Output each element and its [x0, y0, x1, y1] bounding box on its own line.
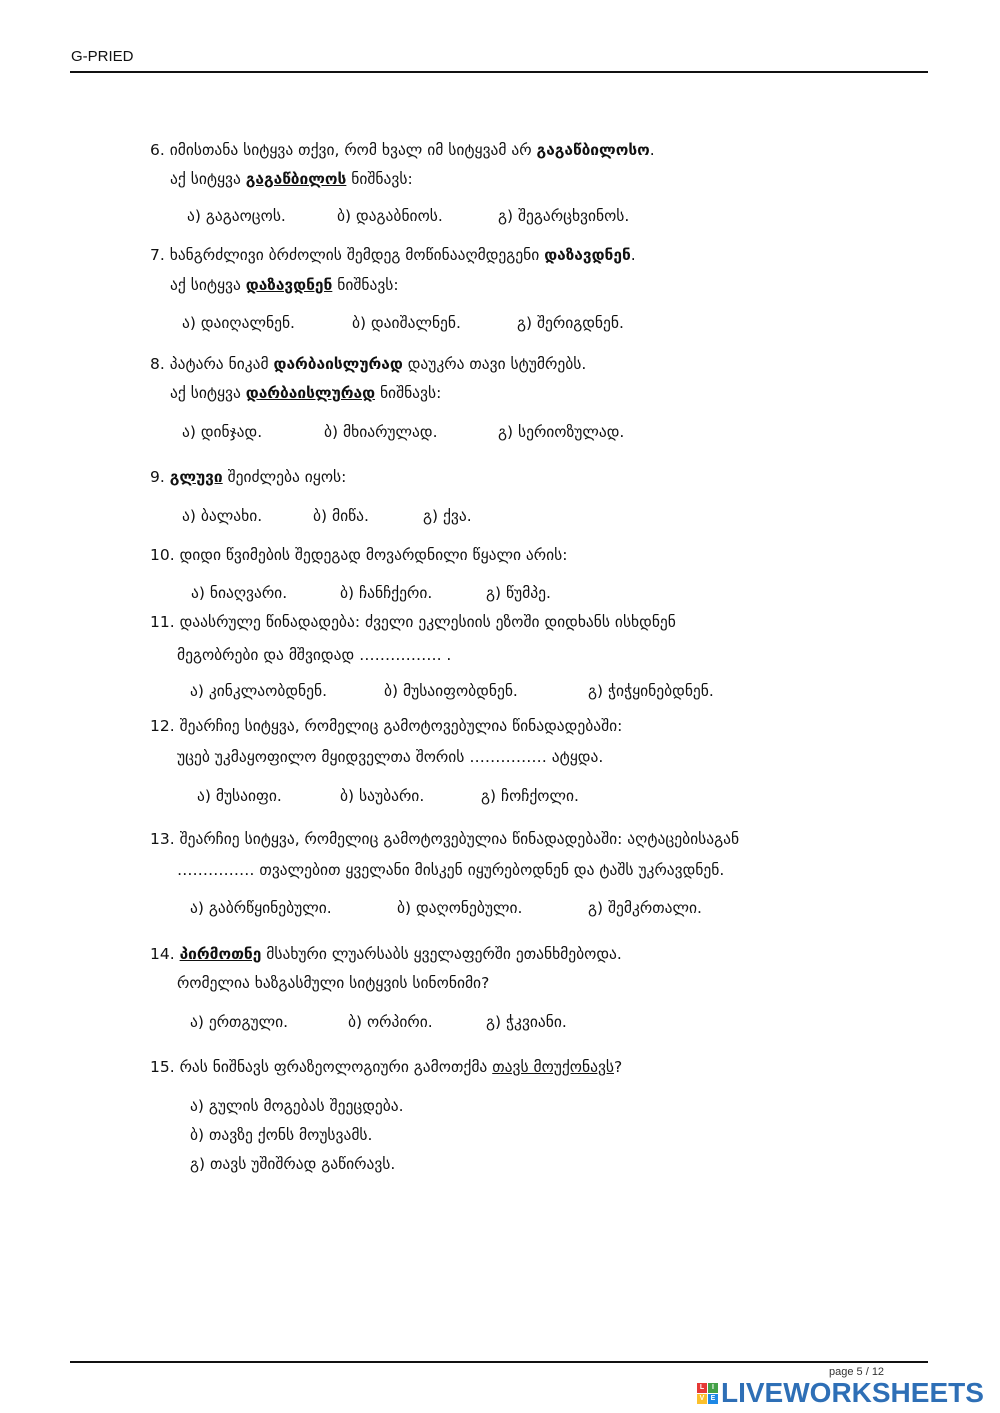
q8-prompt-keyword: დარბაისლურად [245, 384, 376, 402]
question-6-text [150, 141, 655, 159]
q6-prompt-a: აქ სიტყვა [170, 170, 246, 188]
q9-text-a: 9. [150, 468, 170, 486]
q7-prompt-c: ნიშნავს: [332, 276, 399, 294]
q8-text-c: დაუკრა თავი სტუმრებს. [402, 355, 587, 373]
q8-option-b[interactable]: ბ) მხიარულად. [324, 423, 438, 441]
question-13-text: 13. შეარჩიე სიტყვა, რომელიც გამოტოვებულია წინადადებაში: აღტაცებისაგან [150, 830, 740, 848]
q14-text-a: 14. [150, 945, 180, 963]
question-6-prompt [170, 170, 413, 188]
q8-keyword: დარბაისლურად [273, 355, 403, 373]
q11-option-c[interactable]: გ) ჭიჭყინებდნენ. [588, 682, 714, 700]
q6-text-a: 6. იმისთანა სიტყვა თქვი, რომ ხვალ იმ სიტყვამ არ [150, 141, 537, 159]
logo-tile: I [708, 1383, 718, 1393]
question-7-prompt [170, 276, 399, 294]
q12-option-b[interactable]: ბ) საუბარი. [340, 787, 425, 805]
question-12-text: 12. შეარჩიე სიტყვა, რომელიც გამოტოვებულია წინადადებაში: [150, 717, 623, 735]
header-rule [70, 71, 928, 73]
page-number: page 5 / 12 [829, 1366, 885, 1378]
q8-prompt-c: ნიშნავს: [375, 384, 442, 402]
q15-option-b[interactable]: ბ) თავზე ქონს მოუსვამს. [190, 1126, 373, 1144]
q7-prompt-keyword: დაზავდნენ [245, 276, 333, 294]
question-14-text [150, 945, 622, 963]
q7-option-a[interactable]: ა) დაიღალნენ. [182, 314, 295, 332]
q6-option-a[interactable]: ა) გაგაოცოს. [187, 207, 286, 225]
q11-option-a[interactable]: ა) კინკლაობდნენ. [190, 682, 328, 700]
q15-text-a: 15. რას ნიშნავს ფრაზეოლოგიური გამოთქმა [150, 1058, 493, 1076]
q15-option-a[interactable]: ა) გულის მოგებას შეეცდება. [190, 1097, 404, 1115]
logo-wordmark: LIVEWORKSHEETS [721, 1377, 984, 1408]
question-12-blank-line: უცებ უკმაყოფილო მყიდველთა შორის …………… ატყდა. [177, 748, 604, 766]
q9-keyword: გლუვი [169, 468, 223, 486]
q6-option-b[interactable]: ბ) დაგაბნიოს. [337, 207, 443, 225]
logo-tile: E [708, 1394, 718, 1404]
q8-prompt-a: აქ სიტყვა [170, 384, 246, 402]
q9-option-a[interactable]: ა) ბალახი. [182, 507, 263, 525]
logo-tile: V [697, 1394, 707, 1404]
q8-text-a: 8. პატარა ნიკამ [150, 355, 274, 373]
q13-option-a[interactable]: ა) გაბრწყინებული. [190, 899, 332, 917]
q7-text-a: 7. ხანგრძლივი ბრძოლის შემდეგ მოწინააღმდეგენი [150, 246, 545, 264]
question-11-blank-line: მეგობრები და მშვიდად ……………. . [177, 646, 452, 664]
q14-option-b[interactable]: ბ) ორპირი. [348, 1013, 433, 1031]
q14-option-a[interactable]: ა) ერთგული. [190, 1013, 289, 1031]
q8-option-c[interactable]: გ) სერიოზულად. [498, 423, 625, 441]
question-14-prompt: რომელია ხაზგასმული სიტყვის სინონიმი? [177, 974, 490, 992]
question-15-text [150, 1058, 622, 1076]
q7-option-c[interactable]: გ) შერიგდნენ. [517, 314, 624, 332]
q6-option-c[interactable]: გ) შეგარცხვინოს. [498, 207, 630, 225]
q6-prompt-c: ნიშნავს: [346, 170, 413, 188]
document-header: G-PRIED [71, 48, 134, 65]
q11-option-b[interactable]: ბ) მუსაიფობდნენ. [384, 682, 518, 700]
question-10-text: 10. დიდი წვიმების შედეგად მოვარდნილი წყალი არის: [150, 546, 568, 564]
q6-text-c: . [649, 141, 655, 159]
logo-tile: L [697, 1383, 707, 1393]
q7-option-b[interactable]: ბ) დაიშალნენ. [352, 314, 461, 332]
question-11-text: 11. დაასრულე წინადადება: ძველი ეკლესიის ეზოში დიდხანს ისხდნენ [150, 613, 676, 631]
q6-keyword: გაგაწბილოსო [536, 141, 650, 159]
q8-option-a[interactable]: ა) დინჯად. [182, 423, 263, 441]
q13-option-c[interactable]: გ) შემკრთალი. [588, 899, 702, 917]
q13-option-b[interactable]: ბ) დაღონებული. [397, 899, 523, 917]
logo-tiles-icon [697, 1383, 718, 1404]
q10-option-a[interactable]: ა) ნიაღვარი. [191, 584, 288, 602]
question-9-text [150, 468, 346, 486]
q7-prompt-a: აქ სიტყვა [170, 276, 246, 294]
q15-option-c[interactable]: გ) თავს უშიშრად გაწირავს. [190, 1155, 396, 1173]
question-7-text [150, 246, 636, 264]
q10-option-b[interactable]: ბ) ჩანჩქერი. [340, 584, 433, 602]
q9-option-c[interactable]: გ) ქვა. [423, 507, 472, 525]
q9-option-b[interactable]: ბ) მიწა. [313, 507, 369, 525]
question-13-blank-line: …………… თვალებით ყველანი მისკენ იყურებოდნენ და ტაშს უკრავდნენ. [177, 861, 725, 879]
footer-rule [70, 1361, 928, 1363]
q12-option-a[interactable]: ა) მუსაიფი. [197, 787, 282, 805]
q14-keyword: პირმოთნე [179, 945, 262, 963]
liveworksheets-logo [697, 1378, 984, 1408]
q9-text-c: შეიძლება იყოს: [222, 468, 347, 486]
question-8-prompt [170, 384, 441, 402]
q14-option-c[interactable]: გ) ჭკვიანი. [486, 1013, 567, 1031]
q15-keyword: თავს მოუქონავს [492, 1058, 615, 1076]
q12-option-c[interactable]: გ) ჩოჩქოლი. [481, 787, 579, 805]
q15-text-c: ? [614, 1058, 623, 1076]
q7-keyword: დაზავდნენ [544, 246, 631, 264]
question-8-text [150, 355, 586, 373]
q14-text-c: მსახური ლუარსაბს ყველაფერში ეთანხმებოდა. [261, 945, 622, 963]
q10-option-c[interactable]: გ) წუმპე. [486, 584, 551, 602]
q7-text-c: . [630, 246, 636, 264]
q6-prompt-keyword: გაგაწბილოს [245, 170, 347, 188]
